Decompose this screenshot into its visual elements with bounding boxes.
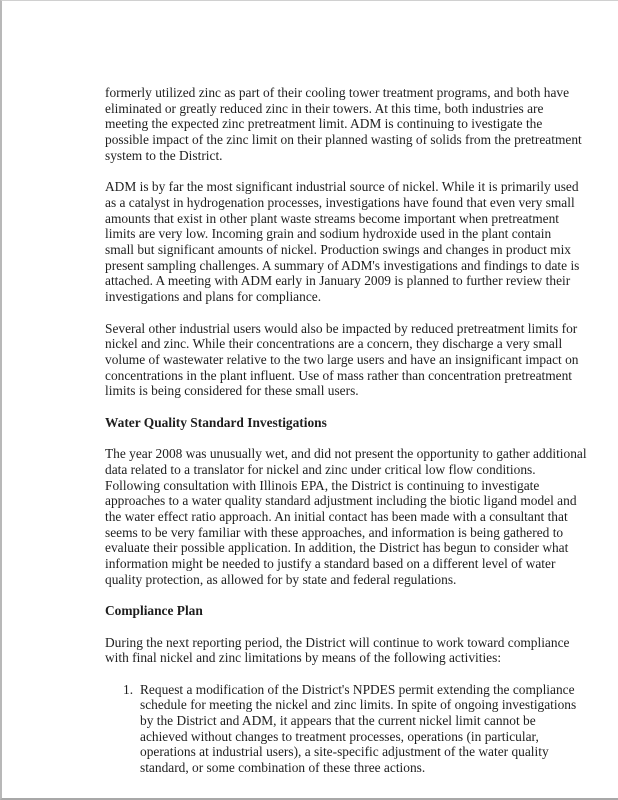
text-line: limits are very low. Incoming grain and sodium hydroxide used in the plant contain [105,226,552,242]
paragraph-other-industrial-users [105,320,579,400]
text-line: the water effect ratio approach. An initial contact has been made with a consultant that [105,508,568,524]
list-item-number: 1. [123,681,134,697]
compliance-activities-list [105,681,577,776]
text-line: formerly utilized zinc as part of their cooling tower treatment programs, and both have [105,85,570,100]
text-line: attached. A meeting with ADM early in January 2009 is planned to further review their [105,273,571,289]
list-item [105,681,577,776]
text-line: meeting the expected zinc pretreatment limit. ADM is continuing to ivestigate the [105,116,543,132]
text-line: amounts that exist in other plant waste streams become important when pretreatment [105,210,560,226]
text-line: system to the District. [105,147,223,163]
paragraph-compliance-intro [105,634,570,666]
section-heading-compliance-plan: Compliance Plan [105,603,203,619]
text-line: During the next reporting period, the District will continue to work toward compliance [105,634,570,650]
text-line: investigations and plans for compliance. [105,289,322,305]
text-line: information might be needed to justify a standard based on a different level of water [105,556,556,572]
document-body [105,85,587,776]
text-line: with final nickel and zinc limitations by means of the following activities: [105,650,502,666]
text-line: eliminated or greatly reduced zinc in their towers. At this time, both industries are [105,100,544,116]
text-line: Several other industrial users would also be impacted by reduced pretreatment limits for [105,320,578,336]
text-line: approaches to a water quality standard adjustment including the biotic ligand model and [105,493,577,509]
text-line: possible impact of the zinc limit on their planned wasting of solids from the pretreatment [105,132,582,148]
text-line: The year 2008 was unusually wet, and did not present the opportunity to gather additional [105,446,587,462]
section-heading-water-quality: Water Quality Standard Investigations [105,414,327,430]
text-line: ADM is by far the most significant industrial source of nickel. While it is primarily used [105,179,579,195]
text-line: data related to a translator for nickel and zinc under critical low flow conditions. [105,461,536,477]
text-line: limits is being considered for these small users. [105,383,359,399]
paragraph-zinc-cooling-towers [105,85,582,164]
text-line: small but significant amounts of nickel. Production swings and changes in product mix [105,242,571,258]
paragraph-adm-nickel [105,179,580,305]
text-line: seems to be very familiar with these approaches, and information is being gathered to [105,524,564,540]
text-line: evaluate their possible application. In addition, the District has begun to consider what [105,540,569,556]
text-line: present sampling challenges. A summary of ADM's investigations and findings to date is [105,257,580,273]
paragraph-water-quality [105,446,587,587]
text-line: concentrations in the plant influent. Use of mass rather than concentration pretreatment [105,367,573,383]
text-line: volume of wastewater relative to the two large users and have an insignificant impact on [105,351,579,367]
text-line: nickel and zinc. While their concentrations are a concern, they discharge a very small [105,336,563,352]
text-line: achieved without changes to treatment processes, operations (in particular, [140,728,539,744]
text-line: quality protection, as allowed for by state and federal regulations. [105,571,457,587]
text-line: operations at industrial users), a site-specific adjustment of the water quality [140,744,549,760]
text-line: Following consultation with Illinois EPA, the District is continuing to investigate [105,477,540,493]
text-line: schedule for meeting the nickel and zinc limits. In spite of ongoing investigations [140,697,577,713]
text-line: Request a modification of the District's NPDES permit extending the compliance [140,681,575,697]
text-line: as a catalyst in hydrogenation processes, investigations have found that even very small [105,194,575,210]
text-line: by the District and ADM, it appears that the current nickel limit cannot be [140,713,536,729]
text-line: standard, or some combination of these three actions. [140,760,426,776]
